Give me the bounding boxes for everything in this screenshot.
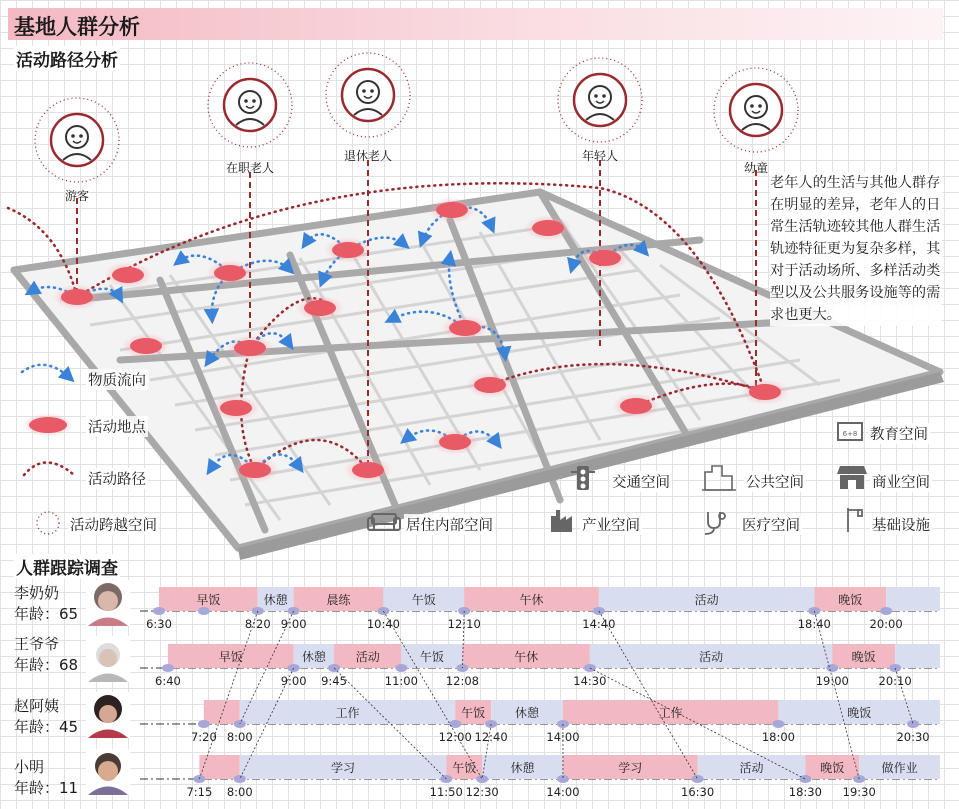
activity-spot [332, 242, 364, 258]
segment-label: 晚饭 [851, 650, 876, 664]
segment-label: 早饭 [218, 650, 243, 664]
legend-label-industry: 产业空间 [580, 514, 642, 535]
shop-icon [837, 466, 867, 489]
activity-spot [239, 462, 271, 478]
segment-label: 休憩 [263, 593, 288, 607]
time-label: 8:00 [226, 730, 253, 744]
time-dot [395, 664, 407, 672]
person-age: 年龄：65 [14, 605, 79, 623]
person-age: 年龄：45 [14, 718, 79, 736]
person-age: 年龄：68 [14, 656, 79, 674]
segment-label: 活动 [699, 650, 724, 664]
time-label: 7:15 [186, 785, 213, 799]
segment-label: 午饭 [411, 593, 436, 607]
persona-label: 在职老人 [225, 161, 275, 175]
time-label: 10:40 [366, 617, 400, 631]
segment-label: 活动 [739, 761, 764, 775]
time-label: 14:00 [546, 785, 580, 799]
boy-avatar [86, 749, 130, 795]
segment-label: 学习 [618, 761, 643, 775]
time-dot [880, 607, 892, 615]
tracking-timeline [0, 559, 959, 809]
activity-spot [112, 267, 144, 283]
span-circle-icon [37, 512, 59, 534]
segment-label: 午饭 [452, 761, 477, 775]
legend-label-commerce: 商业空间 [870, 471, 932, 492]
time-dot [198, 720, 210, 728]
segment-label: 午饭 [461, 706, 486, 720]
activity-spot [439, 434, 471, 450]
time-label: 14:40 [582, 617, 616, 631]
avatars [86, 580, 130, 795]
time-label: 20:30 [896, 730, 930, 744]
page-title: 基地人群分析 [14, 15, 140, 39]
segment-label: 午休 [519, 593, 544, 607]
segment-label: 工作 [658, 706, 683, 720]
legend-label-traffic: 交通空间 [610, 471, 672, 492]
tracking-link [383, 611, 482, 779]
time-dot [772, 720, 784, 728]
time-label: 19:30 [842, 785, 876, 799]
section-title-tracking: 人群跟踪调查 [14, 554, 120, 579]
tracking-link [814, 611, 859, 779]
tracking-links [199, 611, 913, 779]
svg-text:6+8: 6+8 [842, 430, 858, 438]
schedule-row [140, 644, 940, 688]
time-dot [153, 607, 165, 615]
activity-spot-icon [29, 417, 67, 433]
persona-icons [35, 53, 798, 203]
activity-spot [234, 340, 266, 356]
time-label: 16:30 [681, 785, 715, 799]
activity-spot [436, 202, 468, 218]
time-label: 12:30 [465, 785, 499, 799]
legend-label-span: 活动跨越空间 [68, 514, 159, 535]
time-label: 18:00 [761, 730, 795, 744]
factory-icon [551, 510, 572, 532]
time-dot [826, 664, 838, 672]
time-dot [234, 775, 246, 783]
time-label: 18:30 [788, 785, 822, 799]
tracking-link [199, 611, 257, 779]
legend-label-residential: 居住内部空间 [404, 514, 495, 535]
segment-label: 休憩 [301, 650, 326, 664]
time-label: 8:00 [226, 785, 253, 799]
activity-spot [474, 377, 506, 393]
time-dot [799, 775, 811, 783]
aunt-avatar [86, 692, 130, 738]
segment-label: 晚饭 [838, 593, 863, 607]
time-label: 8:20 [244, 617, 271, 631]
time-label: 12:10 [447, 617, 481, 631]
person-name: 王爷爷 [14, 635, 60, 653]
working-elder-icon [208, 63, 292, 147]
activity-spot [352, 462, 384, 478]
time-label: 20:00 [869, 617, 903, 631]
legend-label-spot: 活动地点 [86, 416, 148, 437]
segment-label: 晚饭 [847, 706, 872, 720]
time-label: 9:00 [280, 617, 307, 631]
young-adult-icon [558, 58, 642, 142]
person-name: 李奶奶 [14, 584, 60, 602]
persona-label: 年轻人 [581, 149, 619, 163]
tourist-luggage-icon [35, 98, 119, 182]
grandpa-avatar [86, 636, 130, 682]
legend-label-medical: 医疗空间 [740, 514, 802, 535]
time-label: 7:20 [190, 730, 217, 744]
activity-spot [130, 338, 162, 354]
schedule-row [140, 587, 940, 631]
time-label: 9:45 [321, 674, 347, 688]
activity-spot [532, 220, 564, 236]
grandma-avatar [86, 580, 130, 626]
segment-label: 午休 [514, 650, 539, 664]
time-label: 14:00 [546, 730, 580, 744]
time-label: 18:40 [797, 617, 831, 631]
person-name: 小明 [14, 758, 45, 776]
segment-label: 活动 [355, 650, 380, 664]
segment-label: 晚饭 [820, 761, 845, 775]
public-building-icon [702, 466, 736, 490]
time-dot [692, 775, 704, 783]
time-label: 14:30 [573, 674, 607, 688]
activity-spot [214, 265, 246, 281]
time-dot [198, 607, 210, 615]
schedule-segment [199, 755, 239, 779]
segment-label: 休憩 [515, 706, 540, 720]
time-dot [476, 775, 488, 783]
time-label: 12:40 [474, 730, 508, 744]
schedule-segment [886, 587, 940, 611]
time-label: 6:40 [155, 674, 181, 688]
person-age: 年龄：11 [14, 779, 79, 797]
segment-label: 休憩 [510, 761, 535, 775]
persona-label: 退休老人 [343, 149, 393, 163]
activity-spot [449, 320, 481, 336]
legend-label-infrastructure: 基础设施 [870, 514, 932, 535]
time-label: 11:50 [429, 785, 463, 799]
activity-spot [620, 398, 652, 414]
tracking-link [599, 611, 698, 779]
schedule-segment [895, 644, 940, 668]
person-name: 赵阿姨 [14, 697, 60, 715]
segment-label: 做作业 [881, 761, 918, 775]
time-dot [162, 664, 174, 672]
education-icon [838, 423, 862, 440]
retired-elder-icon [326, 53, 410, 137]
segment-label: 午饭 [419, 650, 444, 664]
schedule-segment [204, 700, 240, 724]
time-label: 6:30 [146, 617, 172, 631]
time-label: 12:00 [438, 730, 472, 744]
activity-spot [304, 300, 336, 316]
section-title-path: 活动路径分析 [14, 46, 120, 71]
activity-spot [61, 289, 93, 305]
legend-label-flow: 物质流向 [86, 369, 148, 390]
time-label: 20:10 [878, 674, 912, 688]
stethoscope-icon [705, 512, 725, 534]
activity-spot [220, 400, 252, 416]
schedule-row [140, 755, 940, 799]
time-dot [907, 720, 919, 728]
street-lamp-icon [848, 508, 862, 532]
legend-symbols [22, 365, 74, 534]
segment-label: 晨练 [326, 593, 351, 607]
time-label: 11:00 [384, 674, 418, 688]
legend-label-public: 公共空间 [744, 471, 806, 492]
time-label: 12:08 [445, 674, 479, 688]
path-dotted-icon [24, 463, 74, 476]
persona-label: 游客 [64, 189, 90, 203]
legend-label-education: 教育空间 [868, 423, 930, 444]
segment-label: 活动 [694, 593, 719, 607]
activity-spot [589, 250, 621, 266]
legend-label-path: 活动路径 [86, 468, 148, 489]
activity-spot [749, 384, 781, 400]
segment-label: 早饭 [196, 593, 221, 607]
persona-label: 幼童 [743, 161, 769, 175]
segment-label: 学习 [331, 761, 356, 775]
flow-arrow-icon [22, 365, 70, 378]
time-label: 19:00 [815, 674, 849, 688]
description-text: 老年人的生活与其他人群存在明显的差异，老年人的日常生活轨迹较其他人群生活轨迹特征更为复杂多样，其对于活动场所、多样活动类型以及公共服务设施等的需求也更大。 [770, 172, 942, 326]
child-icon [714, 68, 798, 152]
time-dot [449, 720, 461, 728]
time-label: 9:00 [280, 674, 307, 688]
segment-label: 工作 [335, 706, 360, 720]
